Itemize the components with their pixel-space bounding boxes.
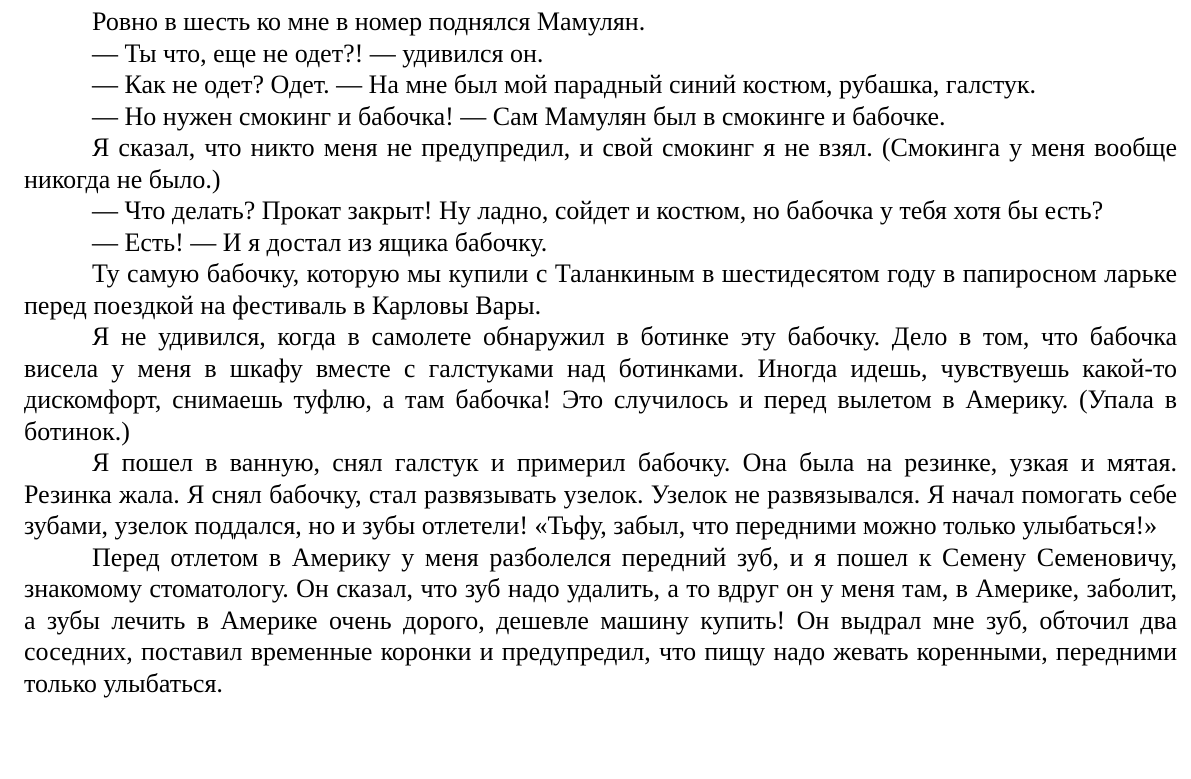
paragraph-3: — Как не одет? Одет. — На мне был мой парадный синий костюм, рубашка, галстук. [92,70,1037,99]
paragraph-1: Ровно в шесть ко мне в номер поднялся Мамулян. [92,7,646,36]
paragraph-4: — Но нужен смокинг и бабочка! — Сам Мамулян был в смокинге и бабочке. [92,101,946,131]
paragraph-8: Ту самую бабочку, которую мы купили с Таланкиным в шестидесятом году в папиросном ларьке перед поездкой на фестиваль в Карловы Вары. [24,259,1177,320]
paragraph-6: — Что делать? Прокат закрыт! Ну ладно, сойдет и костюм, но бабочка у тебя хотя бы есть? [92,196,1104,225]
paragraph-2: — Ты что, еще не одет?! — удивился он. [92,38,544,68]
paragraph-7: — Есть! — И я достал из ящика бабочку. [92,227,548,257]
paragraph-9: Я не удивился, когда в самолете обнаружил в ботинке эту бабочку. Дело в том, что бабочка висела у меня в шкафу вместе с галстуками над ботинками. Иногда идешь, чувствуешь какой-то дискомфорт, снимаешь туфлю, а там бабочка! Это случилось и перед вылетом в Америку. (Упала в ботинок.) [24,322,1177,446]
paragraph-5: Я сказал, что никто меня не предупредил, и свой смокинг я не взял. (Смокинга у меня вообще никогда не было.) [24,133,1177,194]
paragraph-11: Перед отлетом в Америку у меня разболелся передний зуб, и я пошел к Семену Семеновичу, знакомому стоматологу. Он сказал, что зуб надо удалить, а то вдруг он у меня там, в Америке, заболит, а зубы лечить в Америке очень дорого, дешевле машину купить! Он выдрал мне зуб, обточил два соседних, поставил временные коронки и предупредил, что пищу надо жевать коренными, передними только улыбаться. [24,542,1177,698]
paragraph-10: Я пошел в ванную, снял галстук и примерил бабочку. Она была на резинке, узкая и мятая. Резинка жала. Я снял бабочку, стал развязывать узелок. Узелок не развязывался. Я начал помогать себе зубами, узелок поддался, но и зубы отлетели! «Тьфу, забыл, что передними можно только улыбаться!» [24,448,1177,540]
